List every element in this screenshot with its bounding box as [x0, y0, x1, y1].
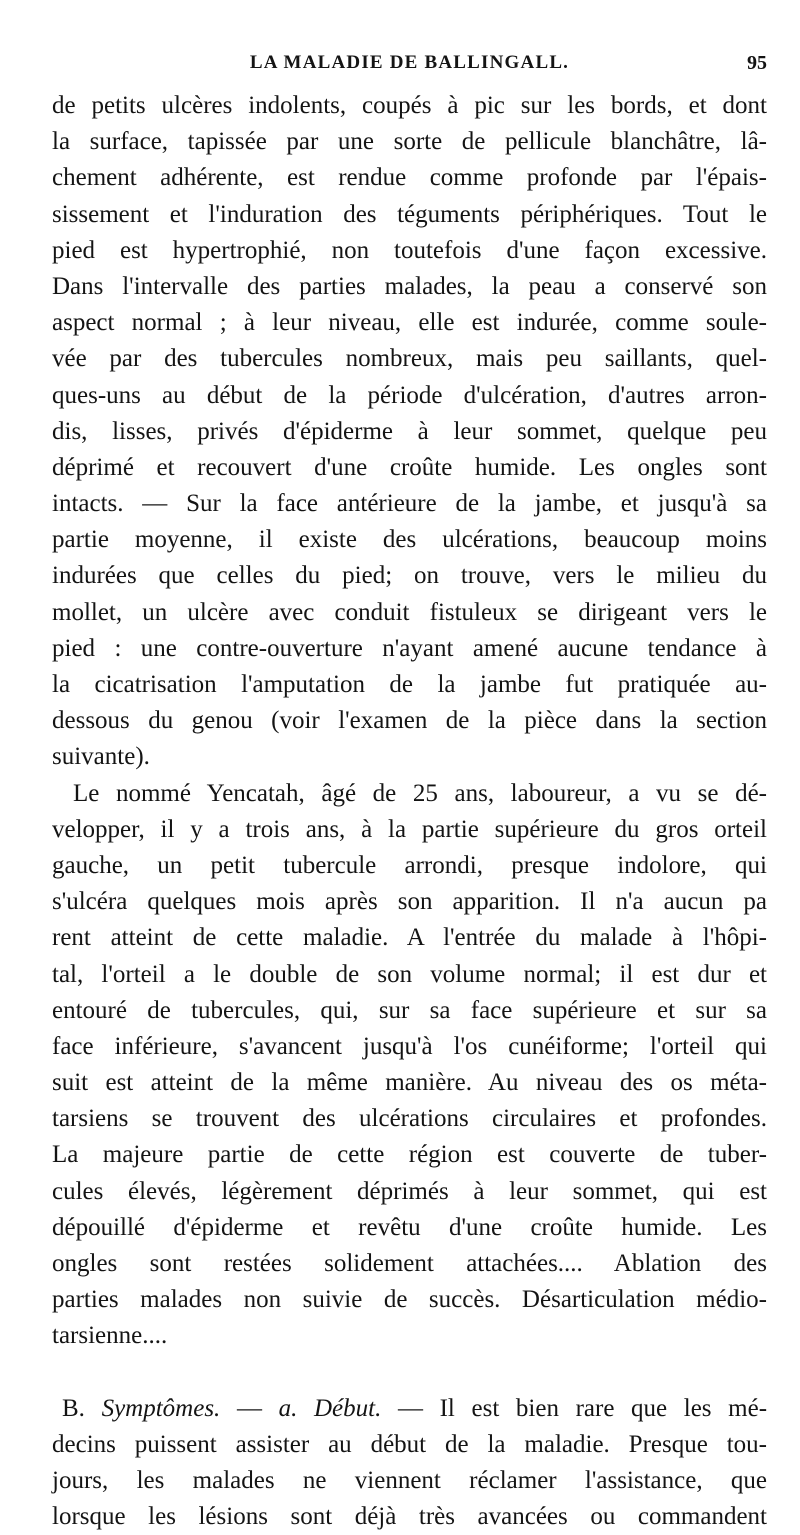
section-spacer: [52, 1355, 767, 1391]
text-line: La majeure partie de cette région est couverte de tuber-: [52, 1141, 767, 1169]
text-line: ques-uns au début de la période d'ulcération, d'autres arron-: [52, 381, 767, 409]
text-line: dépouillé d'épiderme et revêtu d'une croûte humide. Les: [52, 1213, 767, 1241]
text-line: parties malades non suivie de succès. Désarticulation médio-: [52, 1286, 767, 1314]
text-line: face inférieure, s'avancent jusqu'à l'os cunéiforme; l'orteil qui: [52, 1032, 767, 1060]
paragraph-case-continuation: [52, 88, 767, 776]
text-line: tarsienne....: [52, 1322, 168, 1350]
text-line: gauche, un petit tubercule arrondi, presque indolore, qui: [52, 851, 767, 879]
text-line: chement adhérente, est rendue comme profonde par l'épais-: [52, 164, 767, 192]
text-line: sissement et l'induration des téguments périphériques. Tout le: [52, 200, 767, 228]
text-line: suit est atteint de la même manière. Au niveau des os méta-: [52, 1069, 767, 1097]
text-line: lorsque les lésions sont déjà très avancées ou commandent: [52, 1503, 767, 1531]
text-line: cules élevés, légèrement déprimés à leur sommet, qui est: [52, 1177, 767, 1205]
text-line: aspect normal ; à leur niveau, elle est indurée, comme soule-: [52, 309, 767, 337]
text-line: decins puissent assister au début de la maladie. Presque tou-: [52, 1430, 767, 1458]
text-line: tal, l'orteil a le double de son volume normal; il est dur et: [52, 960, 767, 988]
text-line: ongles sont restées solidement attachées.... Ablation des: [52, 1250, 767, 1277]
text-line: partie moyenne, il existe des ulcérations, beaucoup moins: [52, 526, 767, 554]
text-line: tarsiens se trouvent des ulcérations circulaires et profondes.: [52, 1105, 767, 1133]
text-line: Dans l'intervalle des parties malades, la peau a conservé son: [52, 272, 767, 300]
text-line: mollet, un ulcère avec conduit fistuleux se dirigeant vers le: [52, 598, 767, 626]
body-text: [52, 88, 767, 1535]
text-line: s'ulcéra quelques mois après son apparition. Il n'a aucun pa: [52, 888, 767, 916]
section-label: B.: [62, 1394, 85, 1422]
text-line: pied est hypertrophié, non toutefois d'une façon excessive.: [52, 236, 767, 264]
text-line: suivante).: [52, 743, 150, 771]
text-line: intacts. — Sur la face antérieure de la jambe, et jusqu'à sa: [52, 490, 767, 518]
text-line: velopper, il y a trois ans, à la partie supérieure du gros orteil: [52, 815, 767, 843]
text-line: la cicatrisation l'amputation de la jambe fut pratiquée au-: [52, 671, 767, 698]
section-title: Symptômes.: [101, 1394, 221, 1422]
text-line: dis, lisses, privés d'épiderme à leur sommet, quelque peu: [52, 417, 767, 445]
text-line: pied : une contre-ouverture n'ayant amené aucune tendance à: [52, 634, 767, 662]
running-head: [52, 52, 767, 82]
section-symptomes: [52, 1391, 767, 1535]
text-line: entouré de tubercules, qui, sur sa face supérieure et sur sa: [52, 996, 767, 1024]
text-line: de petits ulcères indolents, coupés à pic sur les bords, et dont: [52, 92, 767, 119]
text-line: la surface, tapissée par une sorte de pellicule blanchâtre, lâ-: [52, 128, 767, 156]
section-first-line-rest: — Il est bien rare que les mé-: [397, 1394, 768, 1422]
text-line: dessous du genou (voir l'examen de la pièce dans la section: [52, 707, 767, 735]
text-line: rent atteint de cette maladie. A l'entrée du malade à l'hôpi-: [52, 924, 767, 952]
section-heading-line: [52, 1391, 767, 1427]
text-line: Le nommé Yencatah, âgé de 25 ans, laboureur, a vu se dé-: [73, 779, 767, 807]
running-title: LA MALADIE DE BALLINGALL.: [249, 52, 570, 73]
text-line: déprimé et recouvert d'une croûte humide. Les ongles sont: [52, 453, 767, 481]
text-line: jours, les malades ne viennent réclamer l'assistance, que: [52, 1466, 767, 1494]
paragraph-yencatah-case: [52, 776, 767, 1355]
text-line: vée par des tubercules nombreux, mais peu saillants, quel-: [52, 345, 767, 373]
text-line: indurées que celles du pied; on trouve, vers le milieu du: [52, 562, 767, 590]
section-dash: —: [236, 1394, 262, 1422]
page-number: 95: [747, 52, 767, 74]
section-subtitle: a. Début.: [278, 1394, 382, 1422]
